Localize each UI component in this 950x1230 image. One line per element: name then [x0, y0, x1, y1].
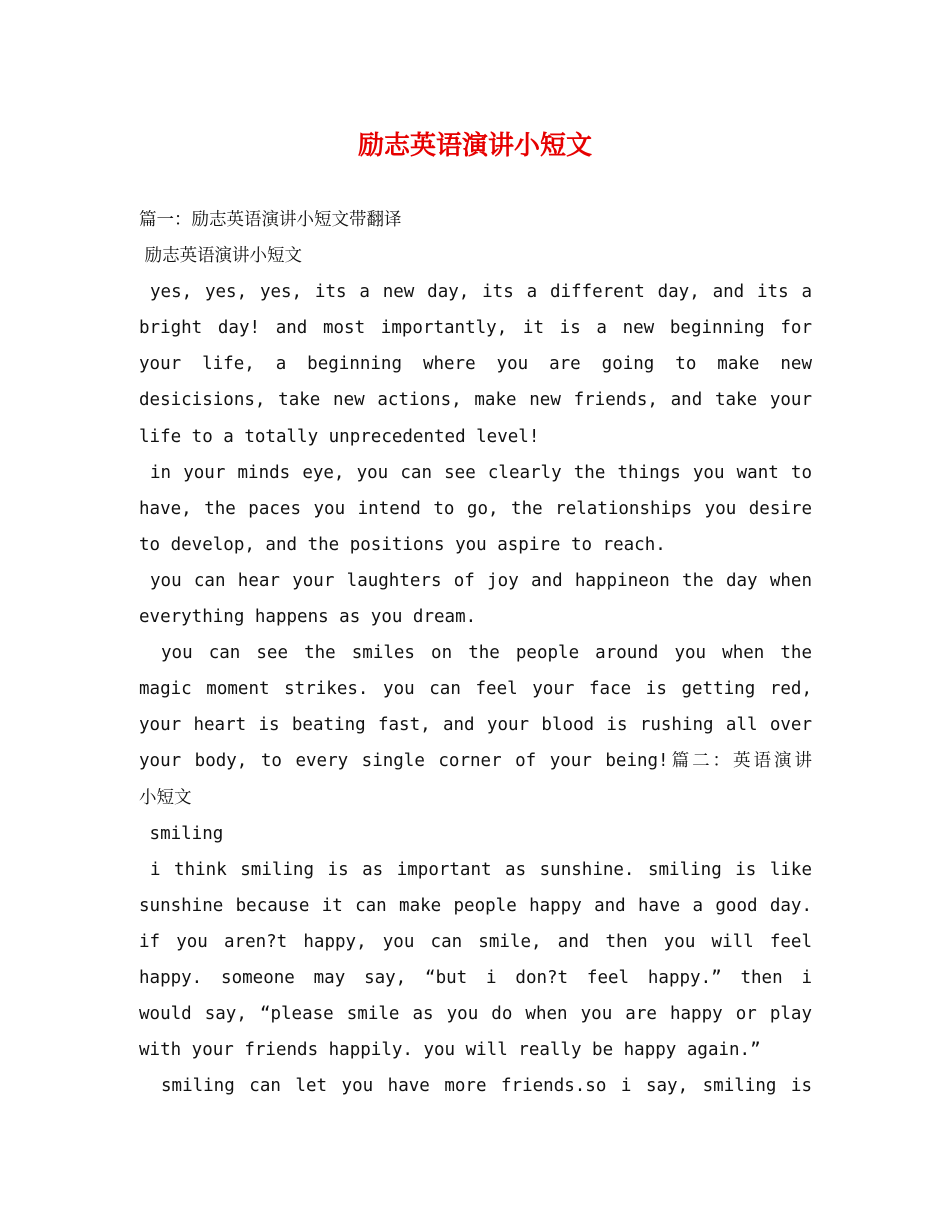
paragraph-line: with your friends happily. you will really be happy again.” [139, 1040, 761, 1061]
paragraph-line: yes, yes, yes, its a new day, its a different day, and its a [150, 282, 812, 303]
paragraph-line: to develop, and the positions you aspire to reach. [139, 534, 666, 555]
paragraph-line: would say, “please smile as you do when you are happy or play [139, 1004, 812, 1025]
paragraph-line: you can hear your laughters of joy and happineon the day when [150, 570, 812, 591]
paragraph-line: have, the paces you intend to go, the relationships you desire [139, 498, 812, 519]
paragraph-line: you can see the smiles on the people around you when the [161, 643, 812, 664]
section-heading: 篇一：励志英语演讲小短文带翻译 [139, 210, 402, 230]
subheading: 励志英语演讲小短文 [139, 246, 303, 267]
document-body [139, 202, 812, 1104]
paragraph-line: magic moment strikes. you can feel your face is getting red, [139, 679, 812, 700]
paragraph-line: sunshine because it can make people happy and have a good day. [139, 895, 812, 916]
paragraph-line: bright day! and most importantly, it is a new beginning for [139, 318, 812, 339]
document-title: 励志英语演讲小短文 [357, 131, 592, 161]
paragraph-line: if you aren?t happy, you can smile, and then you will feel [139, 931, 812, 952]
paragraph-line: smiling can let you have more friends.so i say, smiling is [161, 1076, 812, 1097]
paragraph-line: your life, a beginning where you are going to make new [139, 354, 812, 375]
paragraph-line: i think smiling is as important as sunshine. smiling is like [150, 859, 812, 880]
paragraph-line: in your minds eye, you can see clearly the things you want to [150, 462, 812, 483]
paragraph-line: desicisions, take new actions, make new friends, and take your [139, 390, 812, 411]
paragraph-line: your body, to every single corner of your being!篇二：英语演讲 [139, 751, 812, 772]
paragraph-line: your heart is beating fast, and your blood is rushing all over [139, 715, 812, 736]
subheading: smiling [139, 823, 224, 844]
paragraph-line: happy. someone may say, “but i don?t feel happy.” then i [139, 967, 812, 988]
paragraph-line: life to a totally unprecedented level! [139, 426, 540, 447]
paragraph-line: everything happens as you dream. [139, 607, 477, 628]
section-heading-continued: 小短文 [139, 787, 192, 808]
